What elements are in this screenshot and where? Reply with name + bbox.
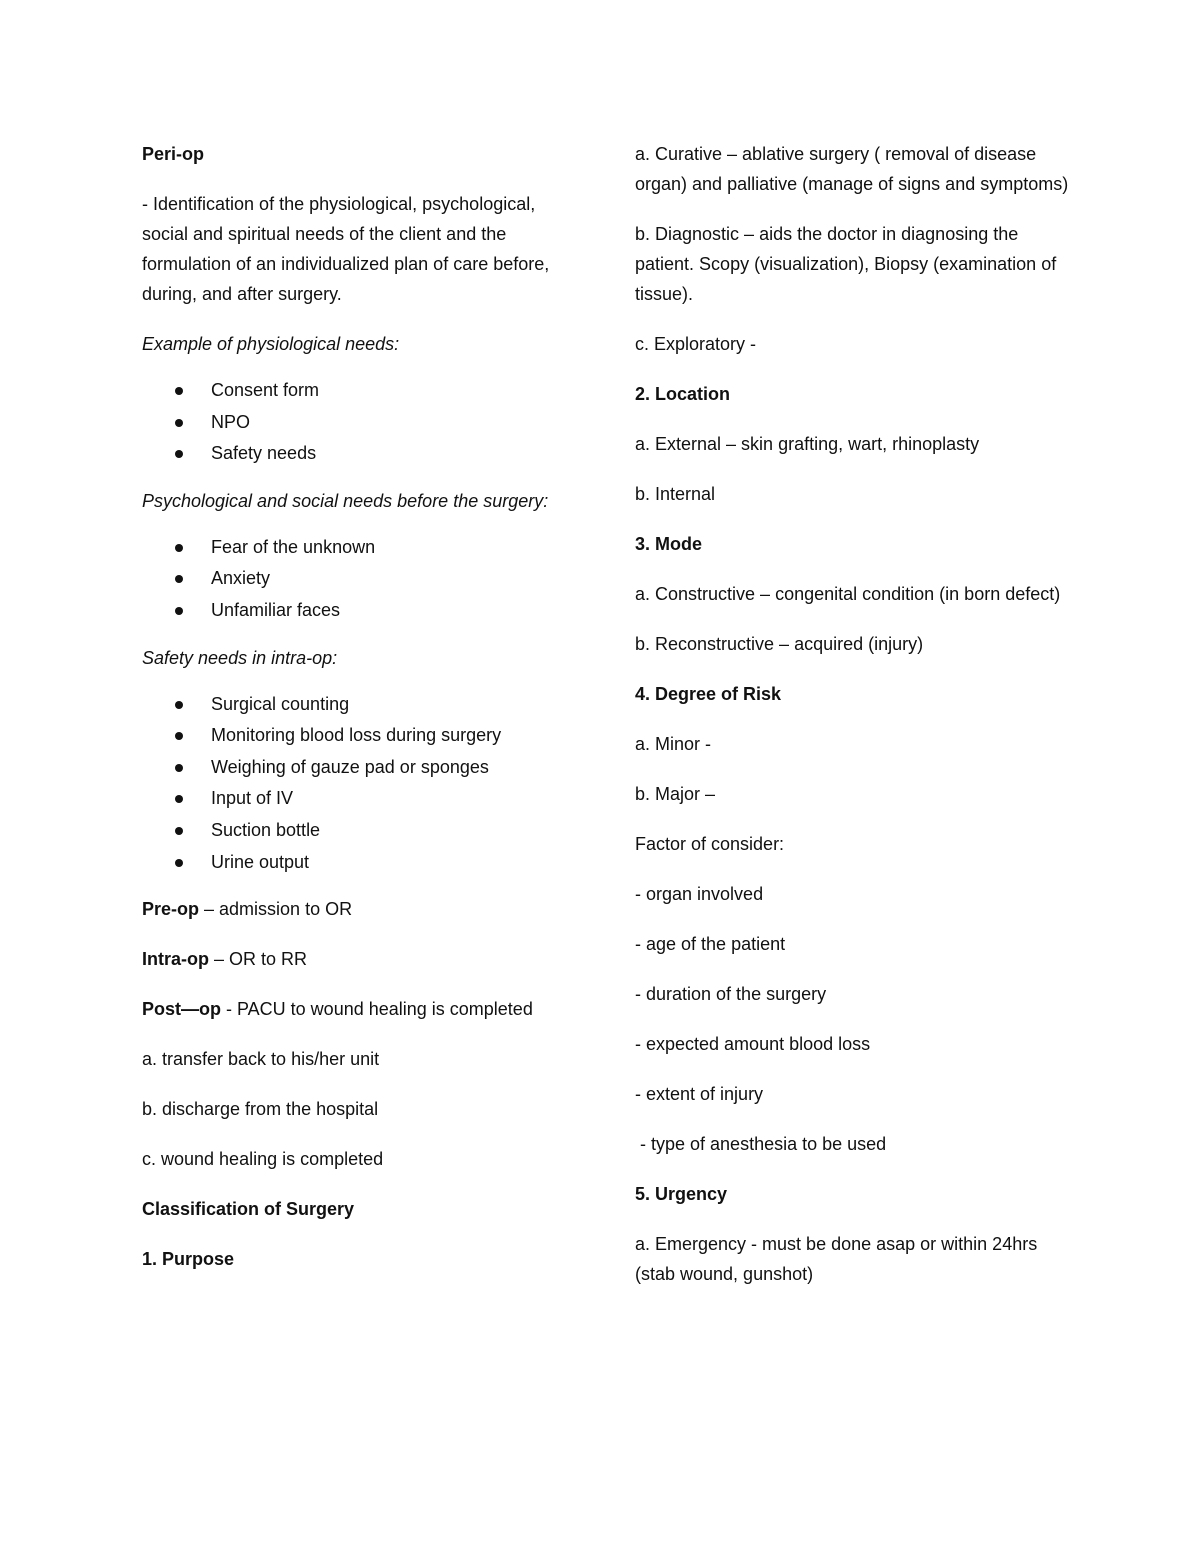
list-item: NPO — [142, 407, 562, 439]
risk-item-b: b. Major – — [635, 784, 716, 804]
post-op-term: Post—op — [142, 999, 221, 1020]
mode-item-b: b. Reconstructive – acquired (injury) — [635, 634, 924, 654]
list-item: Unfamiliar faces — [142, 595, 562, 627]
risk-item-a: a. Minor - — [635, 734, 712, 754]
post-op-item-b: b. discharge from the hospital — [142, 1099, 379, 1120]
intra-op-term: Intra-op — [142, 949, 209, 970]
purpose-item-c: c. Exploratory - — [635, 334, 757, 354]
urgency-item-a: a. Emergency - must be done asap or within 24hrs (stab wound, gunshot) — [635, 1234, 1038, 1284]
location-item-a: a. External – skin grafting, wart, rhinoplasty — [635, 434, 980, 454]
location-item-b: b. Internal — [635, 484, 716, 504]
peri-op-heading: Peri-op — [142, 144, 205, 164]
list-item: Weighing of gauze pad or sponges — [142, 752, 562, 784]
post-op-line — [142, 994, 562, 1024]
factor-item: - organ involved — [635, 884, 764, 904]
list-item: Fear of the unknown — [142, 532, 562, 564]
classification-heading: Classification of Surgery — [142, 1199, 355, 1220]
safety-needs-list — [142, 689, 562, 879]
right-column — [635, 139, 1075, 1309]
list-item: Urine output — [142, 847, 562, 879]
purpose-heading: 1. Purpose — [142, 1249, 235, 1270]
left-column — [142, 139, 562, 1294]
pre-op-line — [142, 894, 562, 924]
factor-item: - expected amount blood loss — [635, 1034, 871, 1054]
urgency-heading: 5. Urgency — [635, 1184, 728, 1204]
purpose-item-a: a. Curative – ablative surgery ( removal of disease organ) and palliative (manage of signs and symptoms) — [635, 144, 1069, 194]
purpose-item-b: b. Diagnostic – aids the doctor in diagnosing the patient. Scopy (visualization), Biopsy (examination of tissue). — [635, 224, 1057, 304]
mode-item-a: a. Constructive – congenital condition (in born defect) — [635, 584, 1061, 604]
mode-heading: 3. Mode — [635, 534, 703, 554]
intra-op-line — [142, 944, 562, 974]
list-item: Monitoring blood loss during surgery — [142, 720, 562, 752]
safety-needs-heading: Safety needs in intra-op: — [142, 647, 338, 668]
list-item: Surgical counting — [142, 689, 562, 721]
physiological-needs-heading: Example of physiological needs: — [142, 334, 400, 354]
factor-item: - age of the patient — [635, 934, 786, 954]
pre-op-text: – admission to OR — [199, 899, 353, 920]
factor-item: - extent of injury — [635, 1084, 764, 1104]
peri-op-definition: - Identification of the physiological, psychological, social and spiritual needs of the client and the formulation of an individualized plan of care before, during, and after surgery. — [142, 194, 550, 304]
factor-item: - duration of the surgery — [635, 984, 827, 1004]
list-item: Anxiety — [142, 563, 562, 595]
location-heading: 2. Location — [635, 384, 731, 404]
intra-op-text: – OR to RR — [209, 949, 308, 970]
degree-of-risk-heading: 4. Degree of Risk — [635, 684, 782, 704]
psych-social-needs-heading: Psychological and social needs before the surgery: — [142, 490, 549, 511]
list-item: Consent form — [142, 375, 562, 407]
list-item: Input of IV — [142, 783, 562, 815]
post-op-item-a: a. transfer back to his/her unit — [142, 1049, 380, 1070]
list-item: Safety needs — [142, 438, 562, 470]
psych-social-needs-list — [142, 532, 562, 627]
list-item: Suction bottle — [142, 815, 562, 847]
post-op-item-c: c. wound healing is completed — [142, 1149, 384, 1170]
pre-op-term: Pre-op — [142, 899, 200, 920]
factor-heading: Factor of consider: — [635, 834, 785, 854]
physiological-needs-list — [142, 375, 562, 470]
post-op-text: - PACU to wound healing is completed — [221, 999, 533, 1020]
factor-item: - type of anesthesia to be used — [635, 1134, 887, 1154]
